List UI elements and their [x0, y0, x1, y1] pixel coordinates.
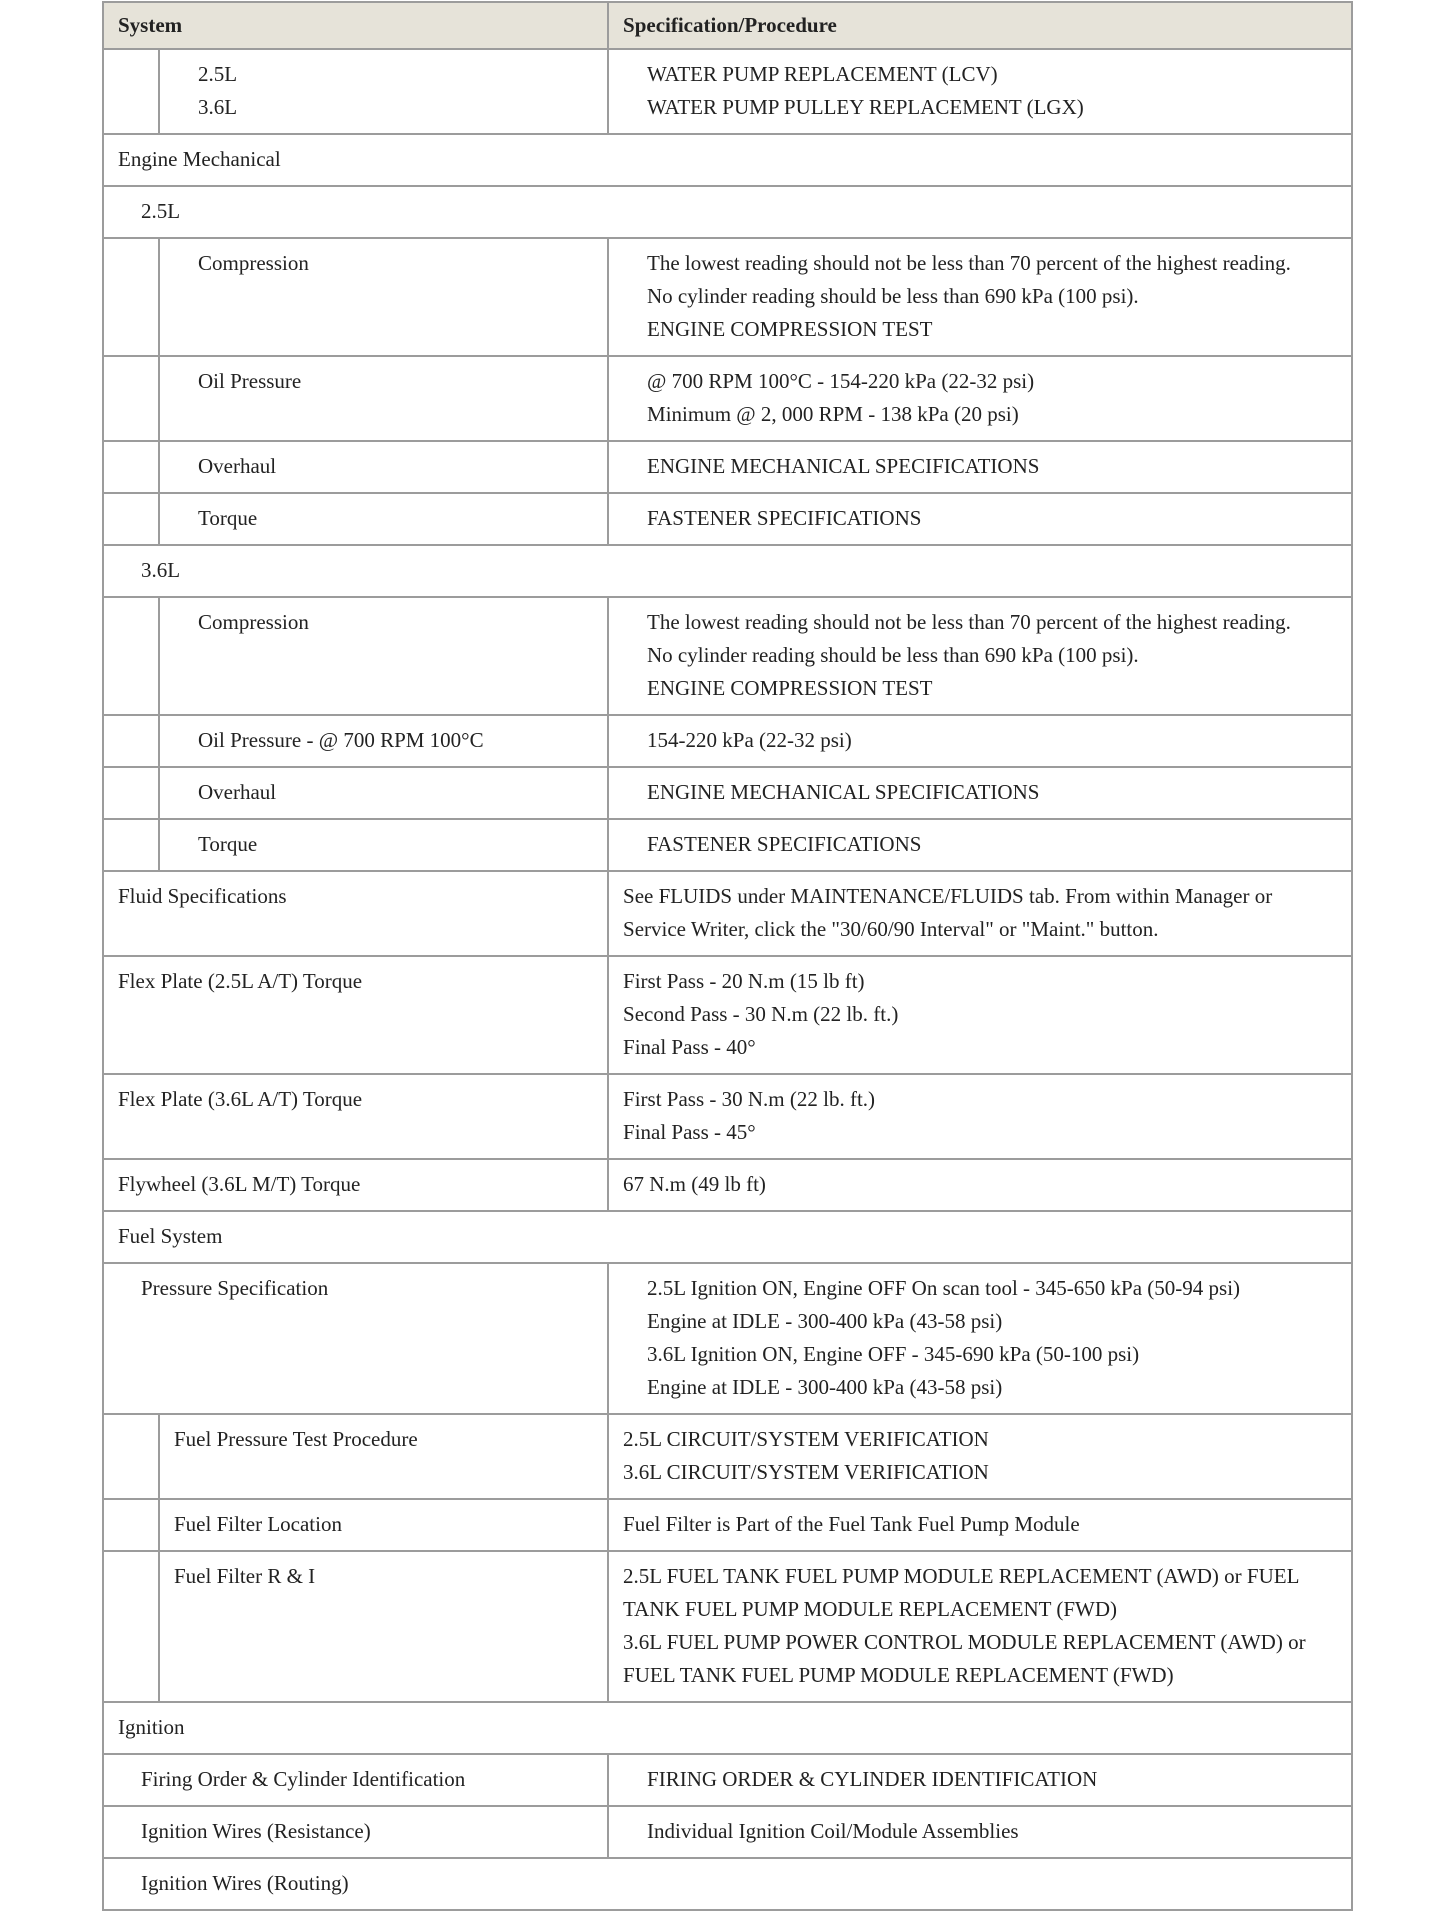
spec-cell-line: No cylinder reading should be less than 690 kPa (100 psi).: [647, 643, 1139, 667]
spec-cell-line: ENGINE MECHANICAL SPECIFICATIONS: [647, 780, 1040, 804]
system-cell: [159, 441, 608, 493]
spec-cell: [608, 1074, 1352, 1159]
table-row: [103, 238, 1352, 356]
section-heading: [103, 1702, 1352, 1754]
table-row: [103, 1858, 1352, 1910]
spec-cell-line: First Pass - 30 N.m (22 lb. ft.): [623, 1087, 876, 1111]
indent-cell: [103, 1499, 159, 1551]
specifications-table: [102, 1, 1353, 1911]
section-heading-line: Ignition: [118, 1715, 185, 1739]
system-cell-line: Firing Order & Cylinder Identification: [141, 1767, 466, 1791]
spec-cell-line: TANK FUEL PUMP MODULE REPLACEMENT (FWD): [623, 1597, 1117, 1621]
section-heading: [103, 1211, 1352, 1263]
system-cell: [159, 767, 608, 819]
spec-cell: [608, 956, 1352, 1074]
spec-cell: [608, 441, 1352, 493]
spec-cell: [608, 767, 1352, 819]
table-row: [103, 1806, 1352, 1858]
system-cell: [159, 356, 608, 441]
table-row: [103, 956, 1352, 1074]
subsection-heading: [103, 186, 1352, 238]
spec-cell: [608, 1263, 1352, 1414]
subsection-heading: [103, 1858, 1352, 1910]
spec-cell-line: 3.6L CIRCUIT/SYSTEM VERIFICATION: [623, 1460, 989, 1484]
spec-cell-line: 2.5L CIRCUIT/SYSTEM VERIFICATION: [623, 1427, 989, 1451]
spec-cell-line: 3.6L FUEL PUMP POWER CONTROL MODULE REPLACEMENT (AWD) or: [623, 1630, 1306, 1654]
table-row: [103, 134, 1352, 186]
table-header-row: [103, 2, 1352, 49]
system-cell: [159, 1414, 608, 1499]
system-cell: [103, 1754, 608, 1806]
spec-cell: [608, 715, 1352, 767]
spec-cell-line: FASTENER SPECIFICATIONS: [647, 506, 922, 530]
section-heading-line: Engine Mechanical: [118, 147, 281, 171]
spec-cell-line: ENGINE COMPRESSION TEST: [647, 676, 933, 700]
spec-cell-line: The lowest reading should not be less than 70 percent of the highest reading.: [647, 610, 1291, 634]
system-cell-line: Overhaul: [198, 780, 277, 804]
system-cell-line: Fluid Specifications: [118, 884, 287, 908]
system-cell-line: Oil Pressure - @ 700 RPM 100°C: [198, 728, 484, 752]
spec-cell: [608, 493, 1352, 545]
spec-cell-line: See FLUIDS under MAINTENANCE/FLUIDS tab. From within Manager or: [623, 884, 1273, 908]
system-cell: [159, 715, 608, 767]
system-cell: [159, 597, 608, 715]
spec-cell: [608, 597, 1352, 715]
system-cell-line: Ignition Wires (Resistance): [141, 1819, 371, 1843]
table-body: [103, 49, 1352, 1910]
section-heading-line: Fuel System: [118, 1224, 223, 1248]
system-cell-line: 3.6L: [198, 95, 238, 119]
header-specification: Specification/Procedure: [608, 2, 1352, 49]
indent-cell: [103, 597, 159, 715]
table-row: [103, 1263, 1352, 1414]
spec-cell-line: 2.5L Ignition ON, Engine OFF On scan tool - 345-650 kPa (50-94 psi): [647, 1276, 1241, 1300]
spec-cell-line: Service Writer, click the "30/60/90 Interval" or "Maint." button.: [623, 917, 1159, 941]
table-row: [103, 1551, 1352, 1702]
spec-cell-line: Engine at IDLE - 300-400 kPa (43-58 psi): [647, 1309, 1003, 1333]
spec-cell-line: WATER PUMP PULLEY REPLACEMENT (LGX): [647, 95, 1084, 119]
spec-cell-line: Minimum @ 2, 000 RPM - 138 kPa (20 psi): [647, 402, 1019, 426]
indent-cell: [103, 1551, 159, 1702]
system-cell: [159, 1499, 608, 1551]
system-cell: [103, 871, 608, 956]
indent-cell: [103, 715, 159, 767]
spec-cell-line: Second Pass - 30 N.m (22 lb. ft.): [623, 1002, 899, 1026]
system-cell-line: Oil Pressure: [198, 369, 302, 393]
system-cell-line: Fuel Pressure Test Procedure: [174, 1427, 418, 1451]
spec-cell-line: WATER PUMP REPLACEMENT (LCV): [647, 62, 998, 86]
spec-cell: [608, 1551, 1352, 1702]
indent-cell: [103, 238, 159, 356]
table-row: [103, 1159, 1352, 1211]
system-cell: [159, 1551, 608, 1702]
subsection-heading-line: 2.5L: [141, 199, 181, 223]
system-cell: [103, 1263, 608, 1414]
system-cell-line: Compression: [198, 251, 309, 275]
system-cell: [159, 49, 608, 134]
spec-cell-line: 154-220 kPa (22-32 psi): [647, 728, 852, 752]
spec-cell-line: The lowest reading should not be less than 70 percent of the highest reading.: [647, 251, 1291, 275]
spec-cell-line: FASTENER SPECIFICATIONS: [647, 832, 922, 856]
table-row: [103, 186, 1352, 238]
spec-cell: [608, 1806, 1352, 1858]
system-cell: [159, 493, 608, 545]
system-cell: [103, 1074, 608, 1159]
spec-cell-line: @ 700 RPM 100°C - 154-220 kPa (22-32 psi): [647, 369, 1035, 393]
spec-cell: [608, 1499, 1352, 1551]
spec-cell: [608, 356, 1352, 441]
table-row: [103, 1414, 1352, 1499]
spec-cell-line: 67 N.m (49 lb ft): [623, 1172, 766, 1196]
spec-cell-line: FUEL TANK FUEL PUMP MODULE REPLACEMENT (FWD): [623, 1663, 1174, 1687]
table-row: [103, 597, 1352, 715]
spec-cell: [608, 1754, 1352, 1806]
table-row: [103, 1499, 1352, 1551]
system-cell-line: Compression: [198, 610, 309, 634]
spec-cell: [608, 238, 1352, 356]
system-cell: [103, 1159, 608, 1211]
spec-cell: [608, 819, 1352, 871]
table-row: [103, 871, 1352, 956]
subsection-heading-line: Ignition Wires (Routing): [141, 1871, 349, 1895]
spec-cell: [608, 49, 1352, 134]
table-row: [103, 819, 1352, 871]
indent-cell: [103, 356, 159, 441]
system-cell-line: Fuel Filter R & I: [174, 1564, 316, 1588]
table-row: [103, 767, 1352, 819]
system-cell-line: Pressure Specification: [141, 1276, 329, 1300]
table-row: [103, 1074, 1352, 1159]
table-row: [103, 545, 1352, 597]
system-cell: [159, 238, 608, 356]
system-cell: [103, 956, 608, 1074]
system-cell-line: Flex Plate (3.6L A/T) Torque: [118, 1087, 363, 1111]
table-row: [103, 1754, 1352, 1806]
indent-cell: [103, 767, 159, 819]
spec-cell-line: Fuel Filter is Part of the Fuel Tank Fuel Pump Module: [623, 1512, 1080, 1536]
system-cell-line: 2.5L: [198, 62, 238, 86]
indent-cell: [103, 493, 159, 545]
spec-cell: [608, 1414, 1352, 1499]
system-cell-line: Torque: [198, 832, 258, 856]
spec-cell-line: First Pass - 20 N.m (15 lb ft): [623, 969, 865, 993]
header-system: System: [103, 2, 608, 49]
system-cell-line: Flywheel (3.6L M/T) Torque: [118, 1172, 361, 1196]
indent-cell: [103, 441, 159, 493]
indent-cell: [103, 1414, 159, 1499]
table-row: [103, 356, 1352, 441]
system-cell-line: Flex Plate (2.5L A/T) Torque: [118, 969, 363, 993]
system-cell-line: Fuel Filter Location: [174, 1512, 342, 1536]
spec-cell: [608, 1159, 1352, 1211]
indent-cell: [103, 819, 159, 871]
spec-cell-line: 3.6L Ignition ON, Engine OFF - 345-690 kPa (50-100 psi): [647, 1342, 1140, 1366]
table-row: [103, 1211, 1352, 1263]
spec-cell-line: ENGINE COMPRESSION TEST: [647, 317, 933, 341]
table-row: [103, 441, 1352, 493]
system-cell: [159, 819, 608, 871]
table-row: [103, 1702, 1352, 1754]
section-heading: [103, 134, 1352, 186]
spec-cell: [608, 871, 1352, 956]
spec-cell-line: FIRING ORDER & CYLINDER IDENTIFICATION: [647, 1767, 1098, 1791]
spec-cell-line: 2.5L FUEL TANK FUEL PUMP MODULE REPLACEMENT (AWD) or FUEL: [623, 1564, 1300, 1588]
system-cell: [103, 1806, 608, 1858]
spec-cell-line: Engine at IDLE - 300-400 kPa (43-58 psi): [647, 1375, 1003, 1399]
spec-cell-line: ENGINE MECHANICAL SPECIFICATIONS: [647, 454, 1040, 478]
table-row: [103, 49, 1352, 134]
spec-cell-line: Final Pass - 45°: [623, 1120, 756, 1144]
subsection-heading: [103, 545, 1352, 597]
subsection-heading-line: 3.6L: [141, 558, 181, 582]
system-cell-line: Torque: [198, 506, 258, 530]
spec-cell-line: Individual Ignition Coil/Module Assemblies: [647, 1819, 1019, 1843]
indent-cell: [103, 49, 159, 134]
spec-cell-line: Final Pass - 40°: [623, 1035, 756, 1059]
table-row: [103, 493, 1352, 545]
table-row: [103, 715, 1352, 767]
system-cell-line: Overhaul: [198, 454, 277, 478]
spec-cell-line: No cylinder reading should be less than 690 kPa (100 psi).: [647, 284, 1139, 308]
